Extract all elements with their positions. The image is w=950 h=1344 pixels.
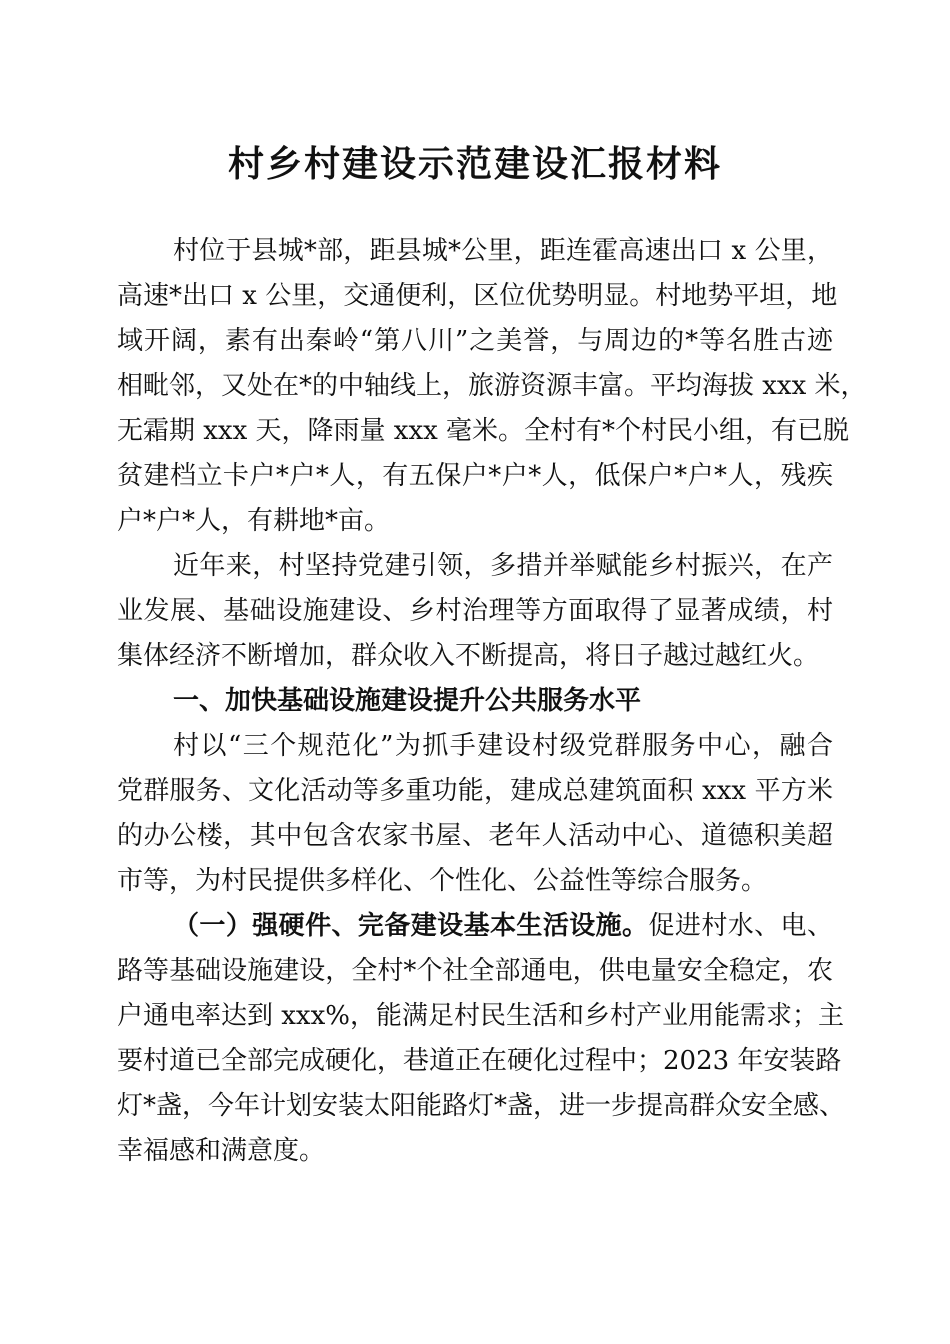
text-line: 集体经济不断增加，群众收入不断提高，将日子越过越红火。 [117,641,820,671]
text-line: 户通电率达到 xxx%，能满足村民生活和乡村产业用能需求；主 [117,1001,844,1031]
paragraph-achievements [117,544,833,679]
text-line: 幸福感和满意度。 [117,1136,326,1166]
text-line [117,904,833,949]
text-line: 业发展、基础设施建设、乡村治理等方面取得了显著成绩，村 [117,596,833,626]
paragraph-service-center [117,724,833,904]
text-line: 无霜期 xxx 天，降雨量 xxx 毫米。全村有*个村民小组，有已脱 [117,416,850,446]
text-line: 贫建档立卡户*户*人，有五保户*户*人，低保户*户*人，残疾 [117,461,833,491]
text-line: 要村道已全部完成硬化，巷道正在硬化过程中；2023 年安装路 [117,1046,842,1076]
document-body [117,229,867,1174]
document-title: 村乡村建设示范建设汇报材料 [227,143,722,185]
text-line: 相毗邻，又处在*的中轴线上，旅游资源丰富。平均海拔 xxx 米， [117,371,867,401]
paragraph-location [117,229,867,544]
paragraph-infrastructure [117,904,846,1174]
text-line: 高速*出口 x 公里，交通便利，区位优势明显。村地势平坦，地 [117,281,838,311]
text-line: 户*户*人，有耕地*亩。 [117,506,391,536]
text-line: 域开阔，素有出秦岭“第八川”之美誉，与周边的*等名胜古迹 [117,326,833,356]
text-line: 近年来，村坚持党建引领，多措并举赋能乡村振兴，在产 [173,551,833,581]
text-line: 村位于县城*部，距县城*公里，距连霍高速出口 x 公里， [173,236,833,266]
section-heading: 一、加快基础设施建设提升公共服务水平 [173,686,642,716]
text-line: 市等，为村民提供多样化、个性化、公益性等综合服务。 [117,866,768,896]
text-line: 的办公楼，其中包含农家书屋、老年人活动中心、道德积美超 [117,821,833,851]
text-line: 灯*盏，今年计划安装太阳能路灯*盏，进一步提高群众安全感、 [117,1091,846,1121]
subheading-lead: （一）强硬件、完备建设基本生活设施。 [173,911,649,941]
text-line: 村以“三个规范化”为抓手建设村级党群服务中心，融合 [173,731,833,761]
text-line: 路等基础设施建设，全村*个社全部通电，供电量安全稳定，农 [117,956,833,986]
text-span: 促进村水、电、 [648,911,833,941]
text-line: 党群服务、文化活动等多重功能，建成总建筑面积 xxx 平方米 [117,776,833,806]
